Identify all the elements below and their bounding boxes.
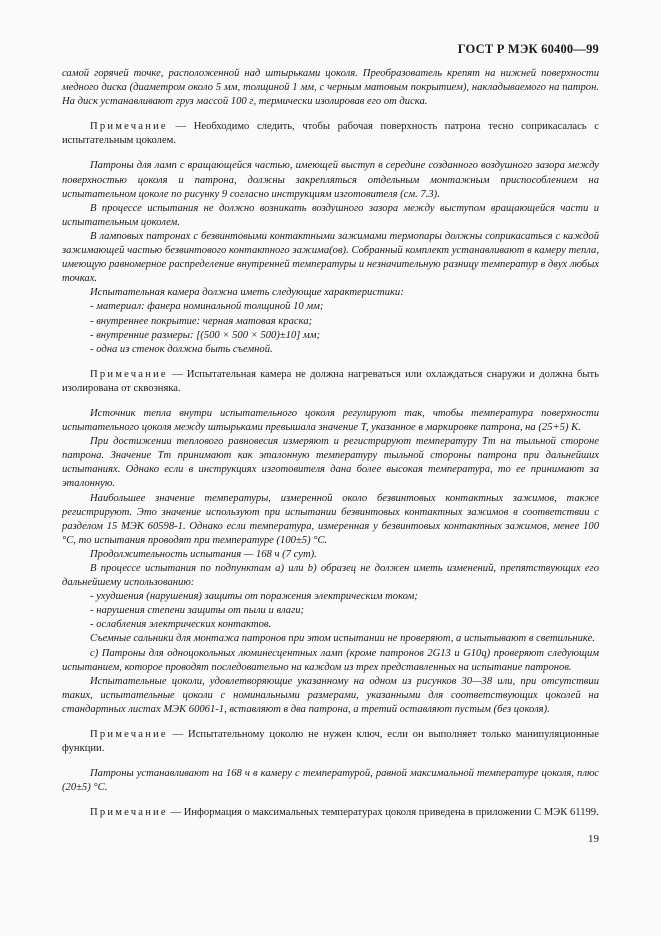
paragraph: В процессе испытания не должно возникать воздушного зазора между выступом вращающейся части и испытательным цоколем. — [62, 202, 599, 228]
paragraph: Патроны устанавливают на 168 ч в камеру с температурой, равной максимальной температуре цоколя, плюс (20±5) °C. — [62, 768, 599, 794]
list-item: - нарушения степени защиты от пыли и влаги; — [90, 604, 599, 618]
note-label: Примечание — [90, 729, 168, 741]
paragraph: В процессе испытания по подпунктам a) или b) образец не должен иметь изменений, препятствующих его дальнейшему использованию: — [62, 563, 599, 589]
paragraph: В ламповых патронах с безвинтовыми контактными зажимами термопары должны соприкасаться с каждой зажимающей частью безвинтового контактного зажима(ов). Собранный комплект устанавливают в камеру тепла, имеющую равномерное распределение внутренней температуры и незначительную разницу температур в двух любых точках. — [62, 230, 599, 285]
dash-list — [62, 300, 599, 356]
paragraph: При достижении теплового равновесия измеряют и регистрируют температуру Tт на тыльной стороне патрона. Значение Tт принимают как эталонную температуру тыльной стороны патрона при дальнейших испытаниях. Однако если в инструкциях изготовителя дана более высокая температура, то ее принимают за эталонную. — [62, 436, 599, 490]
paragraph: Испытательная камера должна иметь следующие характеристики: — [90, 287, 404, 299]
page-body — [62, 67, 599, 821]
list-item: - ослабления электрических контактов. — [90, 618, 599, 632]
paragraph: c) Патроны для одноцокольных люминесцентных ламп (кроме патронов 2G13 и G10q) проверяют следующим испытанием, которое проводят последовательно на каждом из трех представленных на испытание патронов. — [62, 647, 599, 673]
note-text: — Необходимо следить, чтобы рабочая поверхность патрона тесно соприкасалась с испытательным цоколем. — [62, 121, 599, 147]
spacer — [62, 756, 599, 767]
spacer — [62, 109, 599, 120]
paragraph: Продолжительность испытания — 168 ч (7 сут). — [90, 548, 317, 560]
paragraph: Источник тепла внутри испытательного цоколя регулируют так, чтобы температура поверхности испытательного цоколя между штырьками превышала значение T, указанное в маркировке патрона, на (25+5) K. — [62, 407, 599, 434]
paragraph: самой горячей точке, расположенной над штырьками цоколя. Преобразователь крепят на нижней поверхности медного диска (диаметром около 5 мм, толщиной 1 мм, с черным матовым покрытием), накладываемого на патрон. На диск устанавливают груз массой 100 г, термически изолировав его от диска. — [62, 68, 599, 108]
note-text: — Испытательная камера не должна нагреваться или охлаждаться снаружи и должна быть изолирована от сквозняка. — [62, 368, 599, 394]
note-text: — Информация о максимальных температурах цоколя приведена в приложении С МЭК 61199. — [170, 807, 599, 819]
list-item: - внутреннее покрытие: черная матовая краска; — [90, 315, 599, 329]
list-item: - внутренние размеры: [(500 × 500 × 500)±10] мм; — [90, 329, 599, 343]
spacer — [62, 717, 599, 728]
paragraph: Патроны для ламп с вращающейся частью, имеющей выступ в середине созданного воздушного зазора между поверхностью цоколя и патрона, должны закрепляться отдельным монтажным приспособлением на испытательном цоколе по рисунку 9 согласно инструкциям изготовителя (см. 7.3). — [62, 160, 599, 200]
list-item: - материал: фанера номинальной толщиной 10 мм; — [90, 300, 599, 314]
paragraph: Наибольшее значение температуры, измеренной около безвинтовых контактных зажимов, также регистрируют. Это значение используют при испытании безвинтовых контактных зажимов в соответствии с разделом 15 МЭК 60598-1. Однако если температура, измеренная у безвинтовых контактных зажимов, менее 100 °C, то испытания проводят при температуре (100±5) °C. — [62, 492, 599, 546]
spacer — [62, 357, 599, 368]
note-paragraph — [62, 120, 599, 148]
note-text: — Испытательному цоколю не нужен ключ, если он выполняет только манипуляционные функции. — [62, 729, 599, 755]
note-label: Примечание — [90, 368, 168, 380]
paragraph: Съемные сальники для монтажа патронов при этом испытании не проверяют, а испытывают в светильнике. — [90, 633, 595, 645]
spacer — [62, 148, 599, 159]
list-item: - одна из стенок должна быть съемной. — [90, 343, 599, 357]
list-item: - ухудшения (нарушения) защиты от поражения электрическим током; — [90, 590, 599, 604]
page-header-title: ГОСТ Р МЭК 60400—99 — [457, 42, 599, 56]
note-label: Примечание — [90, 807, 168, 819]
page-number: 19 — [588, 833, 599, 845]
spacer — [62, 795, 599, 806]
spacer — [62, 396, 599, 407]
note-paragraph — [62, 806, 599, 820]
note-paragraph — [62, 728, 599, 756]
note-label: Примечание — [90, 121, 168, 133]
note-paragraph — [62, 368, 599, 396]
dash-list — [62, 590, 599, 632]
paragraph: Испытательные цоколи, удовлетворяющие указанному на одном из рисунков 30—38 или, при отсутствии таких, испытательные цоколи с номинальными размерами, указанными для соответствующих цоколей на стандартных листах МЭК 60061-1, вставляют в два патрона, а третий оставляют пустым (без цоколя). — [62, 675, 599, 715]
